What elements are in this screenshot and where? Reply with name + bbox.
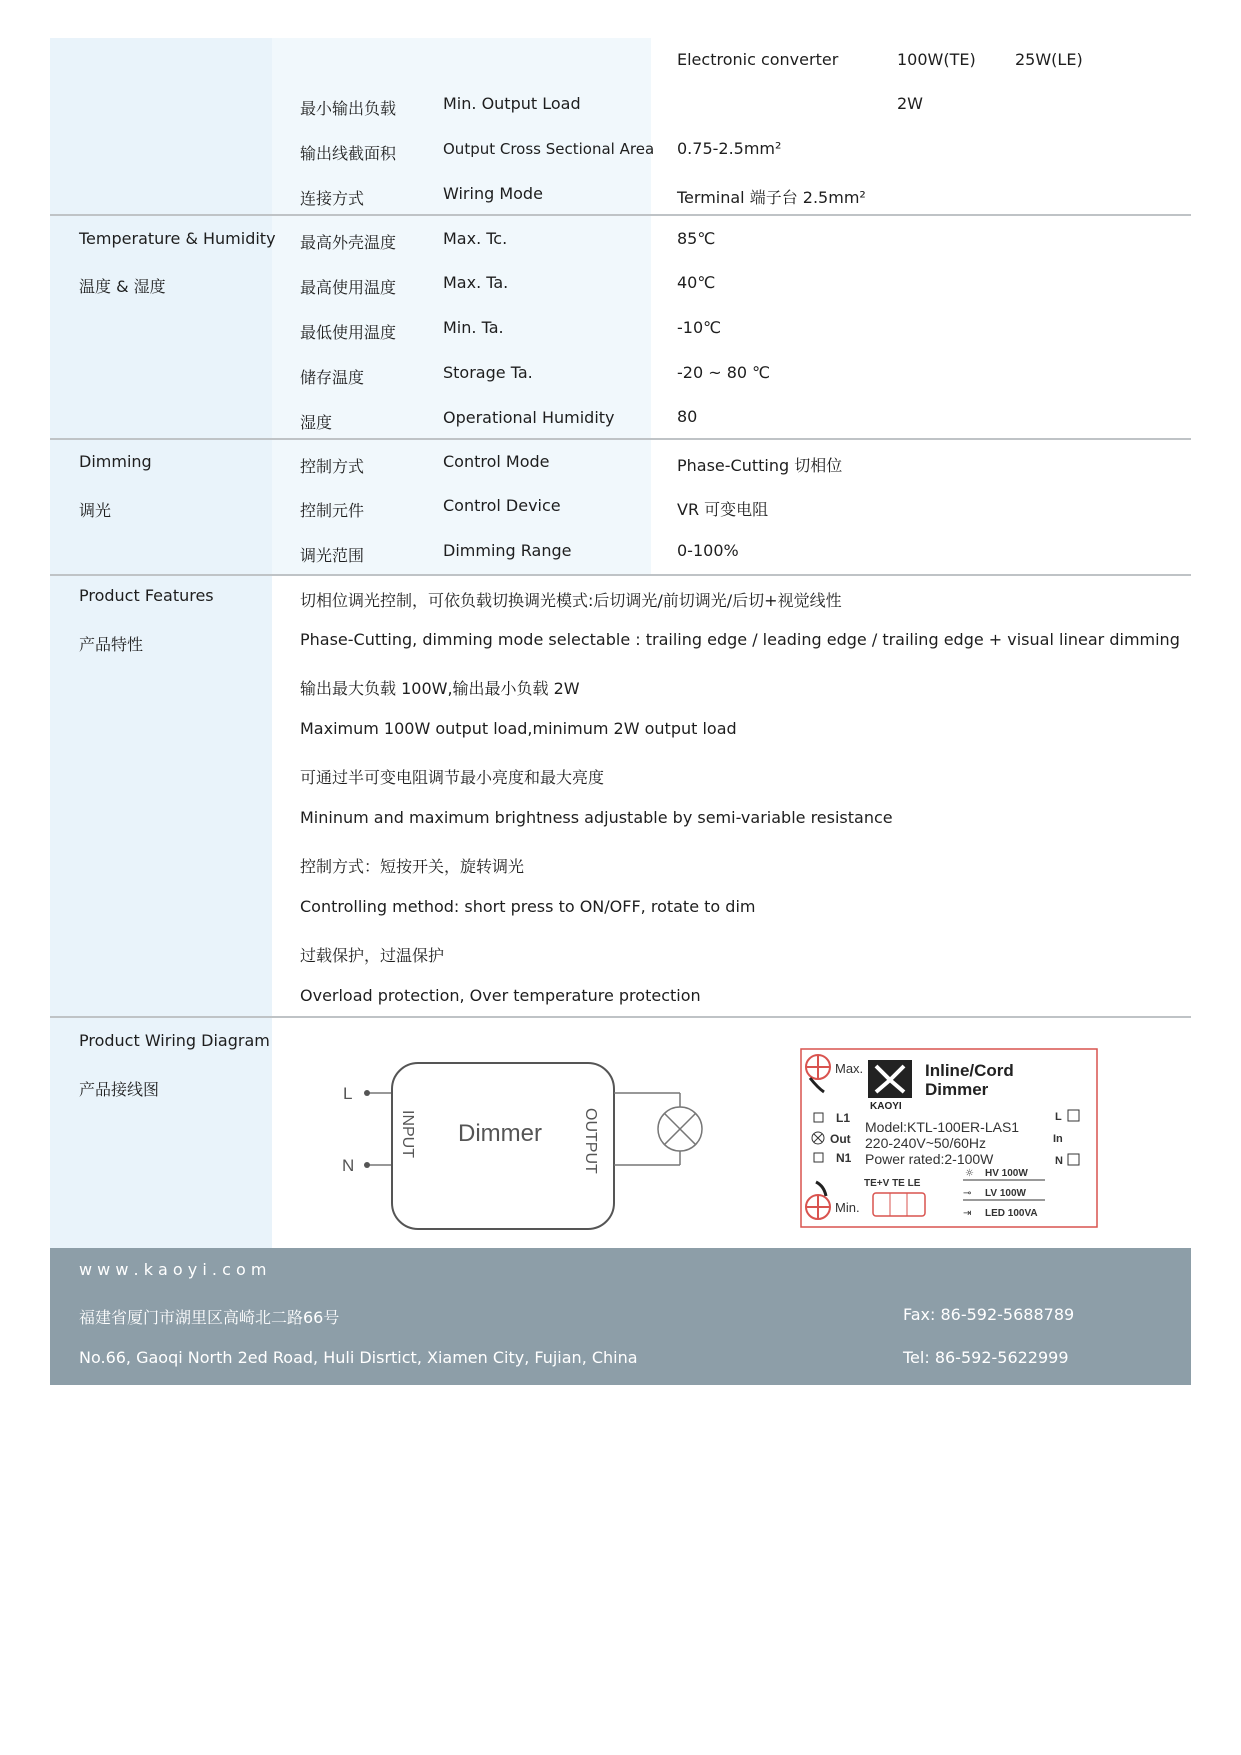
mode-switch [873, 1193, 925, 1216]
label-min: Min. [835, 1200, 860, 1215]
storage-ta-cn: 储存温度 [300, 368, 365, 387]
terminal-n1-box [814, 1153, 823, 1162]
footer-website[interactable]: w w w . k a o y i . c o m [79, 1260, 267, 1279]
wiring-mode-cn: 连接方式 [300, 189, 365, 208]
max-tc-cn: 最高外壳温度 [300, 233, 397, 252]
dimming-range-cn: 调光范围 [300, 546, 365, 565]
max-tc-en: Max. Tc. [443, 229, 508, 248]
label-model: Model:KTL-100ER-LAS1 [865, 1119, 1020, 1135]
label-lv: LV 100W [985, 1188, 1026, 1199]
label-title-2: Dimmer [925, 1080, 989, 1099]
control-device-cn: 控制元件 [300, 501, 365, 520]
terminal-n [364, 1162, 370, 1168]
label-title-1: Inline/Cord [925, 1061, 1014, 1080]
wiring-diagram [330, 1030, 730, 1240]
feature-line: 输出最大负载 100W,输出最小负载 2W [300, 679, 580, 698]
feature-line: 过载保护，过温保护 [300, 946, 445, 965]
terminal-l1: L1 [836, 1111, 851, 1125]
row-separator [50, 1016, 1191, 1018]
features-title-en: Product Features [79, 586, 214, 605]
max-ta-cn: 最高使用温度 [300, 278, 397, 297]
max-tc-value: 85℃ [677, 229, 716, 248]
electronic-converter-le: 25W(LE) [1015, 50, 1083, 69]
dimming-range-value: 0-100% [677, 541, 739, 560]
led-icon: ⇥ [963, 1208, 972, 1219]
humidity-cn: 湿度 [300, 413, 333, 432]
diagram-l-label: L [343, 1084, 353, 1103]
storage-ta-en: Storage Ta. [443, 363, 533, 382]
feature-line: Controlling method: short press to ON/OFF, rotate to dim [300, 897, 756, 916]
footer-tel: Tel: 86-592-5622999 [903, 1348, 1069, 1367]
features-title-cn: 产品特性 [79, 635, 144, 654]
control-mode-value: Phase-Cutting 切相位 [677, 456, 843, 475]
terminal-r-n: N [1055, 1155, 1063, 1167]
feature-line: Phase-Cutting, dimming mode selectable : trailing edge / leading edge / trailing edge + visual linear dimming [300, 630, 1180, 649]
wiring-mode-value: Terminal 端子台 2.5mm² [677, 188, 866, 207]
label-max: Max. [835, 1061, 864, 1076]
control-device-value: VR 可变电阻 [677, 500, 769, 519]
control-mode-cn: 控制方式 [300, 457, 365, 476]
diagram-n-label: N [342, 1156, 355, 1175]
dimming-title-en: Dimming [79, 452, 152, 471]
max-ta-value: 40℃ [677, 273, 716, 292]
terminal-r-l: L [1055, 1111, 1062, 1123]
feature-line: Overload protection, Over temperature protection [300, 986, 701, 1005]
label-modes: TE+V TE LE [864, 1178, 921, 1189]
dimming-title-cn: 调光 [79, 501, 112, 520]
feature-line: 控制方式：短按开关，旋转调光 [300, 857, 525, 876]
label-power: Power rated:2-100W [865, 1151, 994, 1167]
wiring-title-en: Product Wiring Diagram [79, 1031, 270, 1050]
min-ta-value: -10℃ [677, 318, 722, 337]
feature-line: 切相位调光控制，可依负载切换调光模式:后切调光/前切调光/后切+视觉线性 [300, 591, 842, 610]
label-led: LED 100VA [985, 1208, 1038, 1219]
footer-fax: Fax: 86-592-5688789 [903, 1305, 1075, 1324]
terminal-out: Out [830, 1132, 851, 1146]
terminal-r-n-box [1068, 1154, 1079, 1165]
terminal-l [364, 1090, 370, 1096]
min-ta-cn: 最低使用温度 [300, 323, 397, 342]
cross-section-value: 0.75-2.5mm² [677, 139, 782, 158]
cross-section-en: Output Cross Sectional Area [443, 140, 655, 158]
dimming-range-en: Dimming Range [443, 541, 572, 560]
control-device-en: Control Device [443, 496, 561, 515]
footer-address-en: No.66, Gaoqi North 2ed Road, Huli Disrtict, Xiamen City, Fujian, China [79, 1348, 638, 1367]
electronic-converter-label: Electronic converter [677, 50, 839, 69]
row-separator [50, 214, 1191, 216]
feature-line: 可通过半可变电阻调节最小亮度和最大亮度 [300, 768, 605, 787]
dimmer-label: Dimmer [458, 1120, 542, 1147]
humidity-en: Operational Humidity [443, 408, 615, 427]
row-separator [50, 574, 1191, 576]
input-label: INPUT [399, 1110, 416, 1158]
humidity-value: 80 [677, 407, 698, 426]
terminal-n1: N1 [836, 1151, 852, 1165]
feature-line: Mininum and maximum brightness adjustable by semi-variable resistance [300, 808, 893, 827]
label-voltage: 220-240V~50/60Hz [865, 1135, 987, 1151]
row-separator [50, 438, 1191, 440]
terminal-r-l-box [1068, 1110, 1079, 1121]
product-label [800, 1048, 1100, 1230]
max-ta-en: Max. Ta. [443, 273, 509, 292]
temperature-title-en: Temperature & Humidity [79, 229, 276, 248]
brand-name: KAOYI [870, 1101, 902, 1112]
control-mode-en: Control Mode [443, 452, 550, 471]
terminal-r-in: In [1053, 1133, 1063, 1145]
wiring-mode-en: Wiring Mode [443, 184, 543, 203]
feature-line: Maximum 100W output load,minimum 2W output load [300, 719, 737, 738]
terminal-l1-box [814, 1113, 823, 1122]
cross-section-cn: 输出线截面积 [300, 144, 397, 163]
electronic-converter-te: 100W(TE) [897, 50, 976, 69]
storage-ta-value: -20 ~ 80 ℃ [677, 363, 771, 382]
output-label: OUTPUT [582, 1108, 599, 1174]
footer [50, 1248, 1191, 1385]
label-hv: HV 100W [985, 1168, 1028, 1179]
lv-icon: ⊸ [963, 1188, 972, 1199]
hv-icon: ☼ [965, 1168, 974, 1179]
wiring-title-cn: 产品接线图 [79, 1080, 160, 1099]
footer-address-cn: 福建省厦门市湖里区高崎北二路66号 [79, 1308, 340, 1327]
min-output-load-en: Min. Output Load [443, 94, 581, 113]
temperature-title-cn: 温度 & 湿度 [79, 277, 166, 296]
min-output-load-value: 2W [897, 94, 923, 113]
min-ta-en: Min. Ta. [443, 318, 504, 337]
min-output-load-cn: 最小输出负载 [300, 99, 397, 118]
